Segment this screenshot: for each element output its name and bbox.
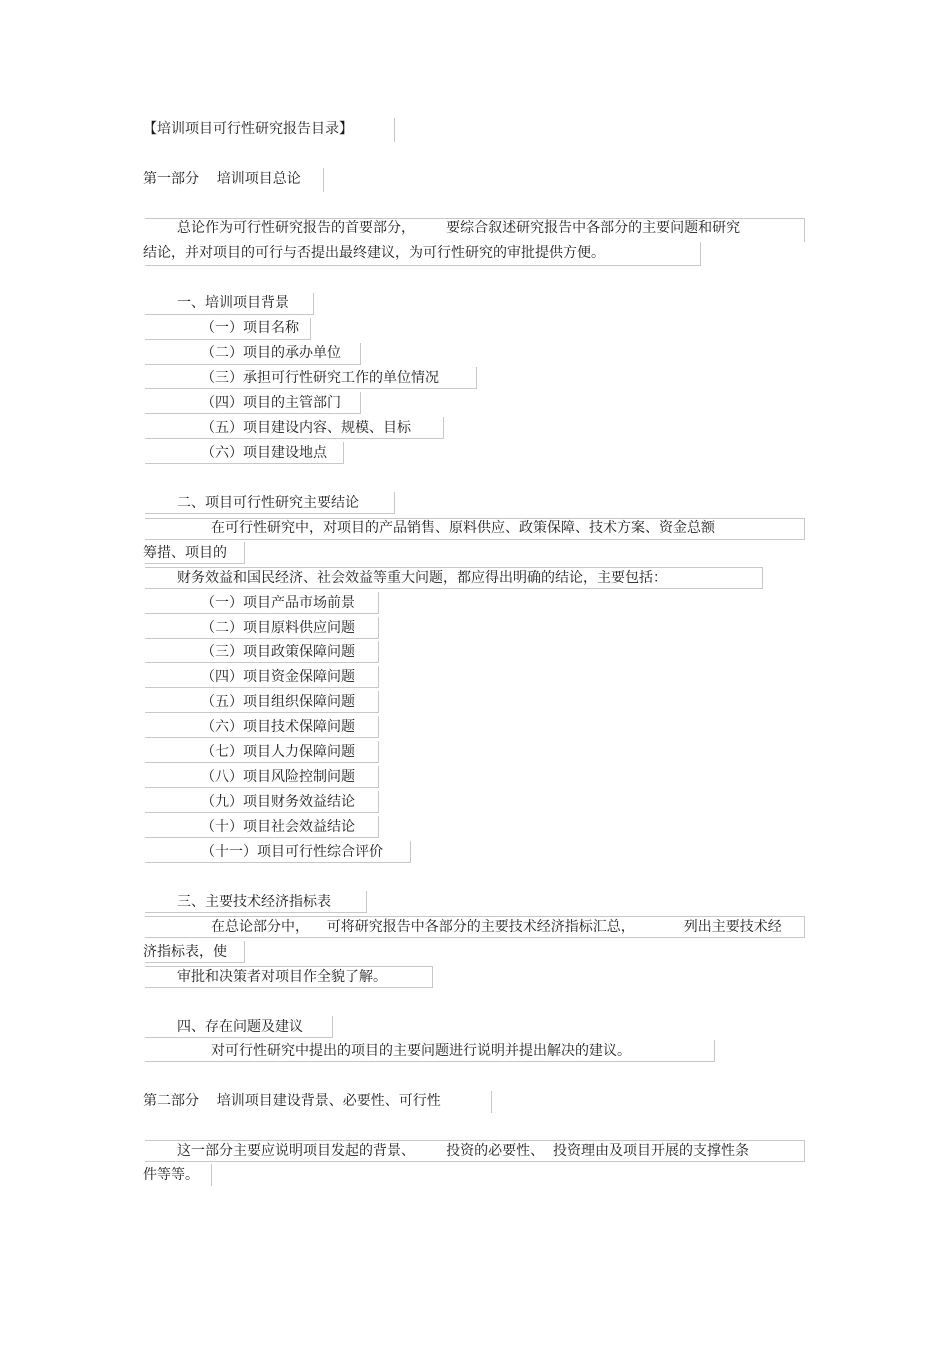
section3-heading: 三、主要技术经济指标表 (177, 894, 331, 910)
list-item: （七）项目人力保障问题 (201, 744, 355, 760)
part2-para-line2: 件等等。 (143, 1167, 199, 1183)
section2-para-line1: 在可行性研究中，对项目的产品销售、原料供应、政策保障、技术方案、资金总额 (211, 520, 715, 536)
list-item: （六）项目建设地点 (201, 445, 327, 461)
frame-line (211, 1164, 212, 1186)
frame-line (323, 168, 324, 192)
list-item: （一）项目产品市场前景 (201, 595, 355, 611)
part1-intro-line1: 总论作为可行性研究报告的首要部分， 要综合叙述研究报告中各部分的主要问题和研究 (177, 220, 741, 236)
section3-para-line2: 济指标表，使 (143, 944, 227, 960)
list-item: （五）项目组织保障问题 (201, 694, 355, 710)
list-item: （十一）项目可行性综合评价 (201, 844, 383, 860)
document-title: 【培训项目可行性研究报告目录】 (143, 121, 353, 137)
list-item: （一）项目名称 (201, 320, 299, 336)
frame-line (491, 1091, 492, 1113)
section3-para-line1: 在总论部分中， 可将研究报告中各部分的主要技术经济指标汇总， 列出主要技术经 (211, 919, 782, 935)
list-item: （三）承担可行性研究工作的单位情况 (201, 370, 439, 386)
part2-para-line1: 这一部分主要应说明项目发起的背景、 投资的必要性、 投资理由及项目开展的支撑性条 (177, 1143, 750, 1159)
section3-para-line3: 审批和决策者对项目作全貌了解。 (177, 969, 387, 985)
list-item: （九）项目财务效益结论 (201, 794, 355, 810)
list-item: （五）项目建设内容、规模、目标 (201, 420, 411, 436)
list-item: （二）项目原料供应问题 (201, 620, 355, 636)
list-item: （六）项目技术保障问题 (201, 719, 355, 735)
section2-heading: 二、项目可行性研究主要结论 (177, 495, 359, 511)
list-item: （三）项目政策保障问题 (201, 644, 355, 660)
list-item: （四）项目的主管部门 (201, 395, 341, 411)
section1-heading: 一、培训项目背景 (177, 295, 289, 311)
section4-para: 对可行性研究中提出的项目的主要问题进行说明并提出解决的建议。 (211, 1043, 631, 1059)
section4-heading: 四、存在问题及建议 (177, 1019, 303, 1035)
part1-intro-line2: 结论，并对项目的可行与否提出最终建议，为可行性研究的审批提供方便。 (143, 245, 605, 261)
part2-heading: 第二部分 培训项目建设背景、必要性、可行性 (143, 1093, 441, 1109)
section2-para-line2: 筹措、项目的 (143, 545, 227, 561)
part1-heading: 第一部分 培训项目总论 (143, 171, 301, 187)
section2-para-line3: 财务效益和国民经济、社会效益等重大问题，都应得出明确的结论，主要包括： (177, 570, 667, 586)
list-item: （四）项目资金保障问题 (201, 669, 355, 685)
list-item: （八）项目风险控制问题 (201, 769, 355, 785)
list-item: （二）项目的承办单位 (201, 345, 341, 361)
frame-line (394, 118, 395, 142)
list-item: （十）项目社会效益结论 (201, 819, 355, 835)
